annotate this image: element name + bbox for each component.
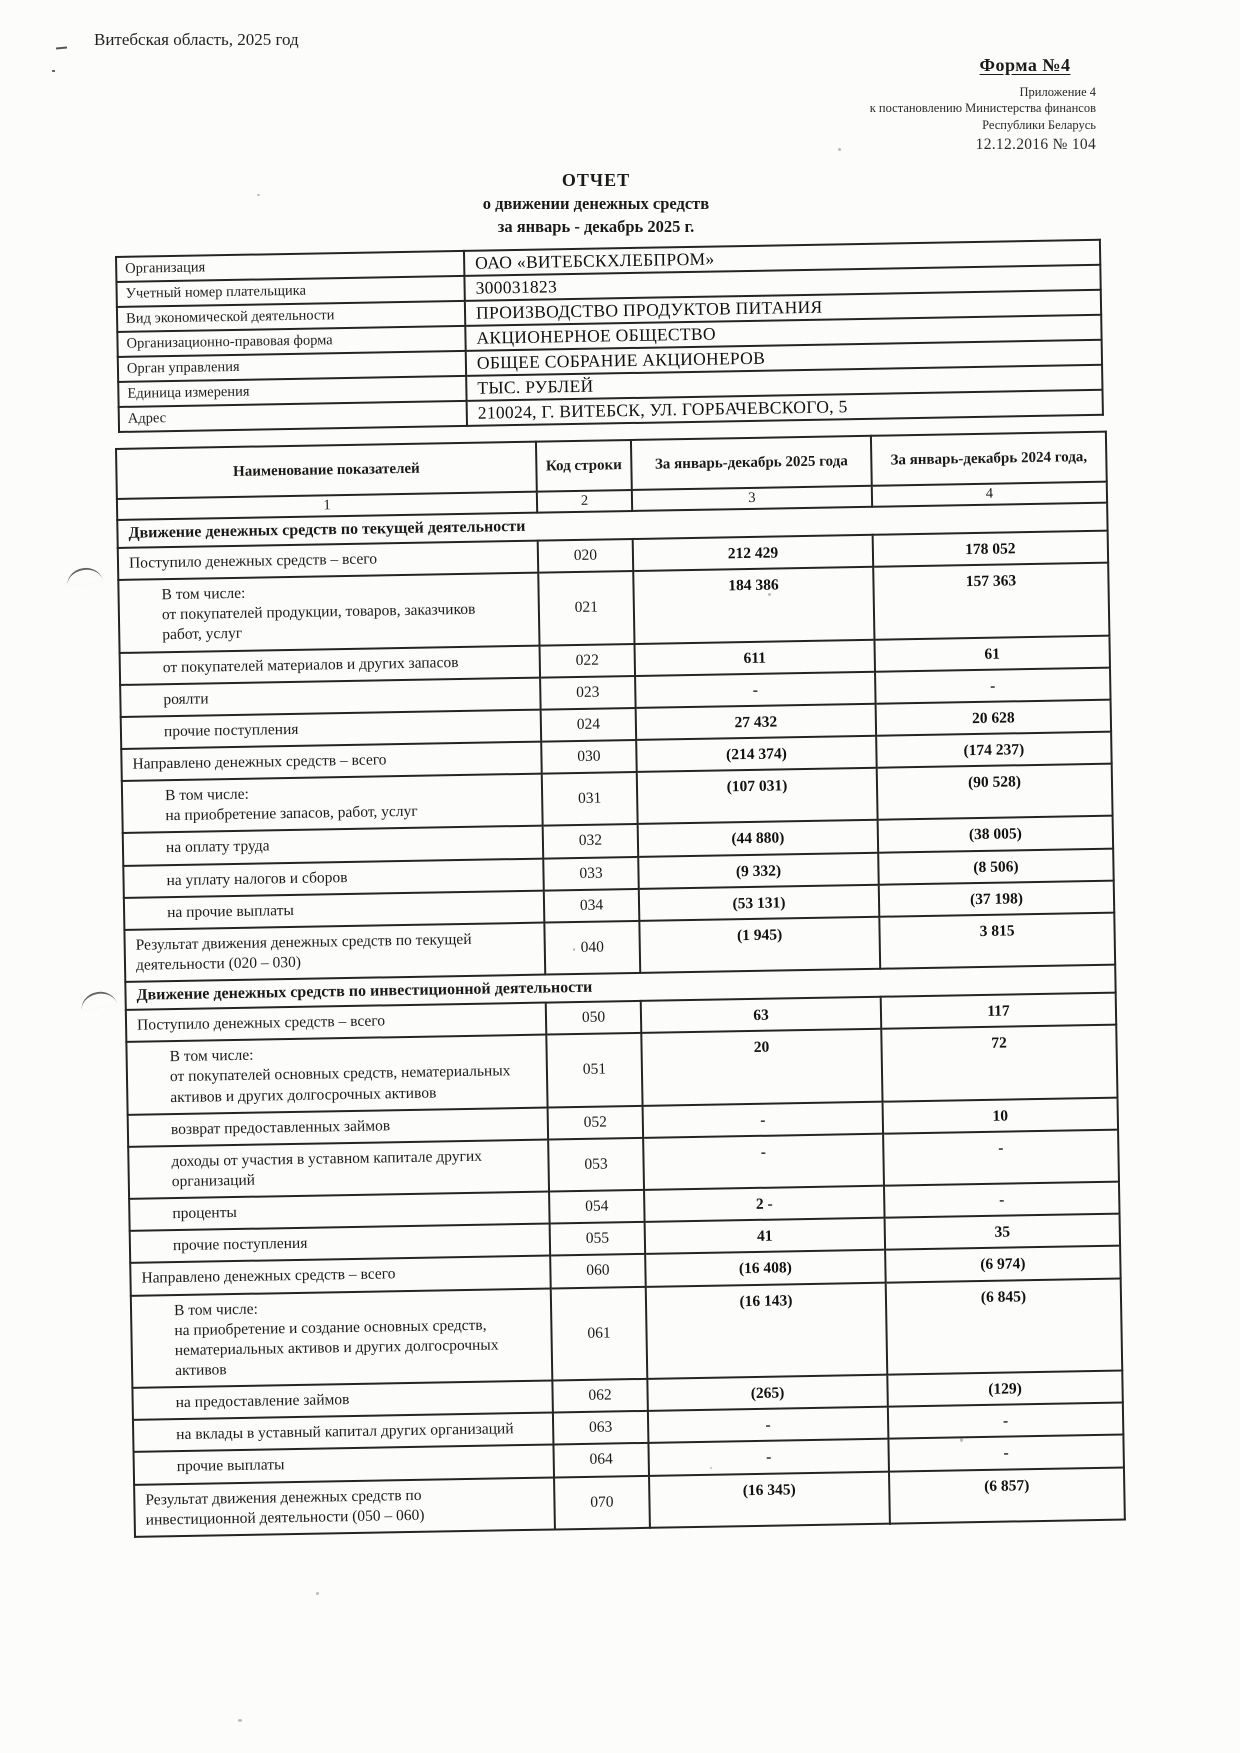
value-2025: 611: [634, 639, 875, 675]
indicator-label: проценты: [129, 1192, 549, 1231]
scan-speck: [960, 1438, 963, 1442]
value-2024: 10: [883, 1097, 1119, 1133]
indicator-label: Поступило денежных средств – всего: [126, 1003, 546, 1042]
row-code: 055: [550, 1222, 646, 1256]
org-field-value: 300031823: [464, 265, 1100, 301]
row-code: 040: [544, 921, 640, 975]
value-2024: 3 815: [879, 912, 1115, 968]
scan-speck: [52, 70, 55, 72]
header-period-2025: За январь-декабрь 2025 года: [631, 436, 872, 490]
value-2025: 63: [641, 997, 882, 1033]
value-2025: (107 031): [637, 768, 878, 824]
value-2024: 72: [881, 1025, 1117, 1102]
handwritten-dash-mark: [56, 47, 67, 50]
section-label: Движение денежных средств по текущей деятельности: [117, 503, 1107, 548]
value-2025: -: [648, 1439, 889, 1475]
indicator-label: прочие поступления: [121, 709, 541, 748]
indicator-label: Поступило денежных средств – всего: [118, 541, 538, 580]
value-2025: (44 880): [638, 820, 879, 856]
indicator-label: на оплату труда: [123, 826, 543, 865]
appendix-line: Приложение 4: [1019, 85, 1096, 99]
value-2024: 157 363: [873, 563, 1109, 640]
scan-speck: [238, 1719, 242, 1722]
org-field-value: 210024, Г. ВИТЕБСК, УЛ. ГОРБАЧЕВСКОГО, 5: [467, 390, 1103, 426]
report-title: [0, 170, 1240, 237]
indicator-label: прочие выплаты: [134, 1445, 554, 1484]
row-code: 024: [541, 708, 637, 742]
value-2024: (37 198): [879, 880, 1115, 916]
org-field-value: ОБЩЕЕ СОБРАНИЕ АКЦИОНЕРОВ: [466, 340, 1102, 376]
row-code: 023: [540, 676, 636, 710]
value-2025: (265): [647, 1375, 888, 1411]
value-2025: 184 386: [633, 567, 874, 644]
value-2025: 20: [641, 1029, 882, 1106]
org-field-value: АКЦИОНЕРНОЕ ОБЩЕСТВО: [465, 315, 1101, 351]
report-title-line: ОТЧЕТ: [561, 170, 631, 190]
handwritten-arc-mark: [65, 565, 103, 586]
indicator-label: Направлено денежных средств – всего: [121, 742, 541, 781]
header-period-2024: За январь-декабрь 2024 года,: [871, 432, 1107, 486]
appendix-line: к постановлению Министерства финансов: [869, 101, 1096, 116]
row-code: 033: [543, 856, 639, 890]
handwritten-arc-mark: [79, 989, 117, 1012]
value-2025: 27 432: [636, 704, 877, 740]
report-table-body: [117, 503, 1125, 1537]
indicator-label: В том числе: от покупателей продукции, товаров, заказчиков работ, услуг: [118, 573, 539, 653]
indicator-label: Результат движения денежных средств по текущей деятельности (020 – 030): [124, 922, 545, 982]
row-code: 050: [546, 1001, 642, 1035]
appendix-note: [870, 84, 1096, 155]
indicator-label: прочие поступления: [130, 1224, 550, 1263]
row-code: 064: [553, 1443, 649, 1477]
value-2025: (16 143): [646, 1282, 888, 1379]
value-2025: (16 345): [649, 1471, 890, 1527]
value-2024: (6 845): [886, 1278, 1123, 1375]
row-code: 022: [540, 644, 636, 678]
row-code: 060: [550, 1254, 646, 1288]
value-2024: (129): [887, 1371, 1123, 1407]
value-2024: (174 237): [876, 732, 1112, 768]
row-code: 021: [538, 571, 634, 645]
scan-speck: [573, 948, 575, 951]
value-2025: 2 -: [644, 1186, 885, 1222]
report-title-line: за январь - декабрь 2025 г.: [497, 217, 695, 236]
header-indicator-name: Наименование показателей: [116, 442, 537, 499]
indicator-label: на вклады в уставный капитал других организаций: [133, 1413, 553, 1452]
row-code: 070: [554, 1475, 650, 1529]
value-2024: -: [883, 1129, 1119, 1185]
value-2024: (8 506): [878, 848, 1114, 884]
scan-speck: [300, 1500, 303, 1503]
indicator-label: на уплату налогов и сборов: [123, 858, 543, 897]
indicator-label: на прочие выплаты: [124, 890, 544, 929]
scan-speck: [838, 148, 841, 151]
value-2024: -: [884, 1182, 1120, 1218]
row-code: 034: [544, 889, 640, 923]
org-field-label: Орган управления: [118, 351, 466, 382]
value-2025: (16 408): [645, 1250, 886, 1286]
value-2024: 61: [874, 635, 1110, 671]
value-2025: -: [643, 1101, 884, 1137]
value-2024: 178 052: [873, 531, 1109, 567]
value-2024: (90 528): [877, 764, 1113, 820]
org-field-label: Вид экономической деятельности: [117, 301, 465, 332]
report-title-line: о движении денежных средств: [482, 194, 710, 213]
value-2025: 41: [645, 1218, 886, 1254]
value-2025: (1 945): [639, 917, 880, 973]
value-2024: (38 005): [878, 816, 1114, 852]
value-2025: -: [648, 1407, 889, 1443]
row-code: 031: [542, 772, 638, 826]
organization-info-table: [115, 239, 1104, 433]
org-field-value: ПРОИЗВОДСТВО ПРОДУКТОВ ПИТАНИЯ: [465, 290, 1101, 326]
value-2025: (53 131): [639, 884, 880, 920]
value-2024: 117: [881, 993, 1117, 1029]
scan-speck: [257, 194, 260, 196]
row-code: 032: [543, 824, 639, 858]
value-2024: (6 974): [885, 1246, 1121, 1282]
value-2024: 35: [885, 1214, 1121, 1250]
row-code: 051: [546, 1033, 642, 1107]
column-number: 3: [632, 486, 872, 511]
row-code: 052: [548, 1106, 644, 1140]
appendix-line: Республики Беларусь: [982, 117, 1096, 132]
indicator-label: роялти: [120, 677, 540, 716]
row-code: 053: [548, 1138, 644, 1192]
value-2024: -: [888, 1403, 1124, 1439]
org-field-label: Адрес: [119, 401, 467, 432]
scan-speck: [768, 593, 771, 596]
scan-speck: [710, 1467, 712, 1469]
section-label: Движение денежных средств по инвестиционной деятельности: [125, 965, 1115, 1010]
form-number-label: Форма №4: [979, 55, 1071, 75]
org-table-body: [116, 240, 1103, 432]
value-2024: 20 628: [876, 700, 1112, 736]
indicator-label: доходы от участия в уставном капитале других организаций: [128, 1139, 549, 1199]
value-2024: -: [875, 667, 1111, 703]
indicator-label: Результат движения денежных средств по инвестиционной деятельности (050 – 060): [134, 1477, 555, 1537]
column-number: 4: [872, 482, 1107, 507]
indicator-label: возврат предоставленных займов: [128, 1107, 548, 1146]
org-field-value: ОАО «ВИТЕБСКХЛЕБПРОМ»: [464, 240, 1100, 276]
indicator-label: от покупателей материалов и других запасов: [120, 645, 540, 684]
indicator-label: В том числе: на приобретение запасов, работ, услуг: [122, 774, 543, 834]
org-field-label: Организация: [116, 251, 464, 282]
column-number: 1: [117, 492, 537, 520]
value-2024: (6 857): [889, 1467, 1125, 1523]
indicator-label: В том числе: на приобретение и создание основных средств, нематериальных активов и других долгосрочных активов: [131, 1288, 553, 1388]
column-number: 2: [537, 490, 632, 513]
row-code: 061: [551, 1286, 648, 1380]
row-code: 063: [553, 1411, 649, 1445]
region-header: Витебская область, 2025 год: [94, 30, 299, 49]
row-code: 020: [538, 539, 634, 573]
value-2025: (214 374): [636, 736, 877, 772]
org-field-label: Организационно-правовая форма: [117, 326, 465, 357]
value-2025: 212 429: [633, 535, 874, 571]
org-field-value: ТЫС. РУБЛЕЙ: [466, 365, 1102, 401]
indicator-label: Направлено денежных средств – всего: [130, 1256, 550, 1295]
value-2024: -: [888, 1435, 1124, 1471]
value-2025: -: [635, 671, 876, 707]
value-2025: -: [643, 1134, 884, 1190]
scan-speck: [316, 1592, 319, 1595]
row-code: 054: [549, 1190, 645, 1224]
row-code: 062: [552, 1379, 648, 1413]
header-row-code: Код строки: [536, 440, 632, 492]
indicator-label: В том числе: от покупателей основных средств, нематериальных активов и других долгосрочных активов: [126, 1035, 547, 1115]
org-field-label: Единица измерения: [118, 376, 466, 407]
cash-flow-table: [115, 431, 1126, 1538]
indicator-label: на предоставление займов: [132, 1381, 552, 1420]
row-code: 030: [541, 740, 637, 774]
indicator-row: [131, 1278, 1122, 1388]
org-field-label: Учетный номер плательщика: [116, 276, 464, 307]
value-2025: (9 332): [638, 852, 879, 888]
appendix-date: 12.12.2016 № 104: [975, 135, 1096, 153]
